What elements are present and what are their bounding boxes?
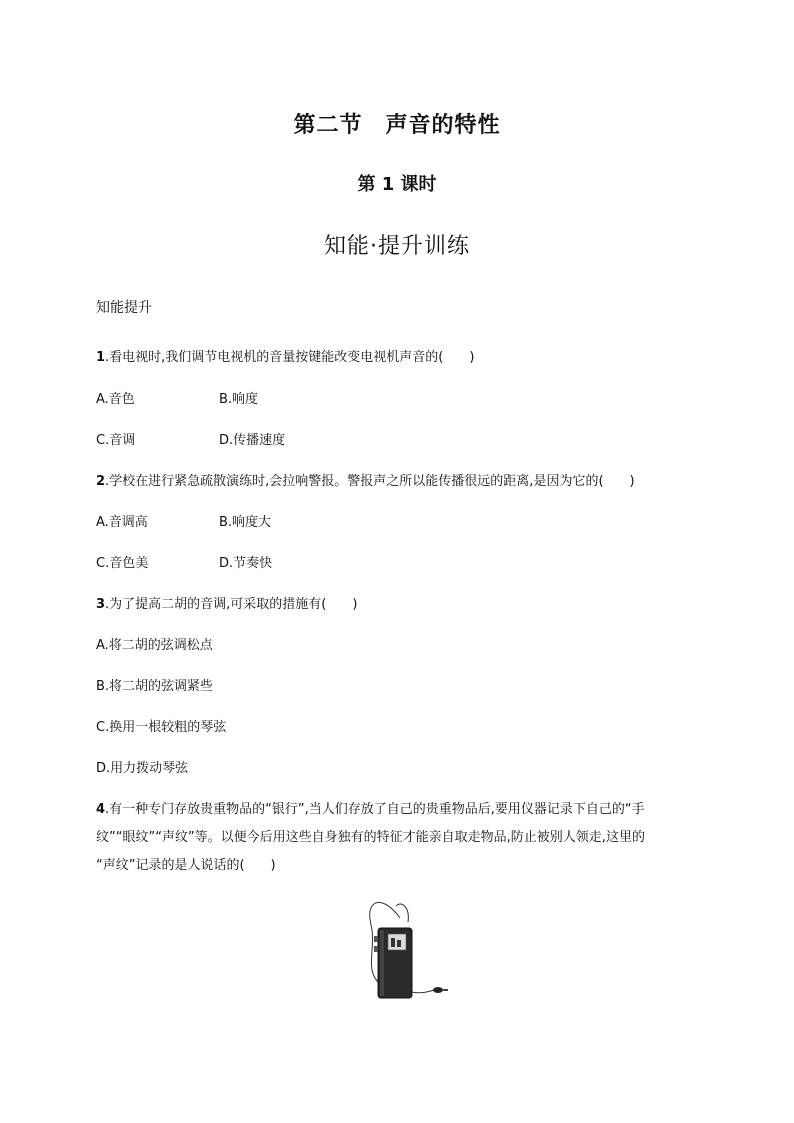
question-number: 3 [96, 597, 106, 612]
q1-option-b: B.响度 [219, 392, 259, 407]
section-banner: 知能·提升训练 [324, 234, 470, 259]
page-title: 第二节 声音的特性 [293, 113, 501, 138]
q1-option-a: A.音色 [96, 392, 135, 407]
side-button [374, 946, 378, 952]
earbud-cable [412, 990, 434, 993]
q3-option-a: A.将二胡的弦调松点 [96, 638, 213, 653]
voice-recorder-illustration [360, 896, 452, 1004]
q1-option-d: D.传播速度 [219, 433, 286, 448]
question-3 [96, 593, 357, 612]
lesson-subtitle: 第 1 课时 [357, 174, 437, 195]
question-text: .学校在进行紧急疏散演练时,会拉响警报。警报声之所以能传播很远的距离,是因为它的( ) [105, 474, 635, 489]
earphone-cable-secondary [396, 904, 408, 922]
question-number: 2 [96, 474, 106, 489]
recorder-edge [380, 930, 384, 996]
screen-glyph [397, 940, 401, 947]
side-button [374, 936, 378, 942]
section-heading: 知能提升 [96, 300, 152, 316]
q2-option-b: B.响度大 [219, 515, 272, 530]
question-text: .看电视时,我们调节电视机的音量按键能改变电视机声音的( ) [105, 350, 475, 365]
earbud-tip [442, 989, 448, 991]
question-1 [96, 346, 474, 365]
question-text: .为了提高二胡的音调,可采取的措施有( ) [105, 597, 358, 612]
question-4-continued: 纹”“眼纹”“声纹”等。以便今后用这些自身独有的特征才能亲自取走物品,防止被别人领走,这里的 [96, 830, 645, 845]
question-text: .有一种专门存放贵重物品的“银行”,当人们存放了自己的贵重物品后,要用仪器记录下自己的“手 [105, 802, 645, 817]
question-number: 4 [96, 802, 106, 817]
q3-option-c: C.换用一根较粗的琴弦 [96, 720, 227, 735]
q2-option-a: A.音调高 [96, 515, 148, 530]
question-number: 1 [96, 350, 106, 365]
screen-glyph [391, 938, 395, 947]
q2-option-c: C.音色美 [96, 556, 149, 571]
q3-option-d: D.用力拨动琴弦 [96, 761, 189, 776]
q3-option-b: B.将二胡的弦调紧些 [96, 679, 214, 694]
question-2 [96, 470, 635, 489]
question-4 [96, 798, 645, 817]
earbud [433, 987, 443, 993]
q2-option-d: D.节奏快 [219, 556, 273, 571]
question-4-continued: “声纹”记录的是人说话的( ) [96, 858, 276, 873]
q1-option-c: C.音调 [96, 433, 136, 448]
